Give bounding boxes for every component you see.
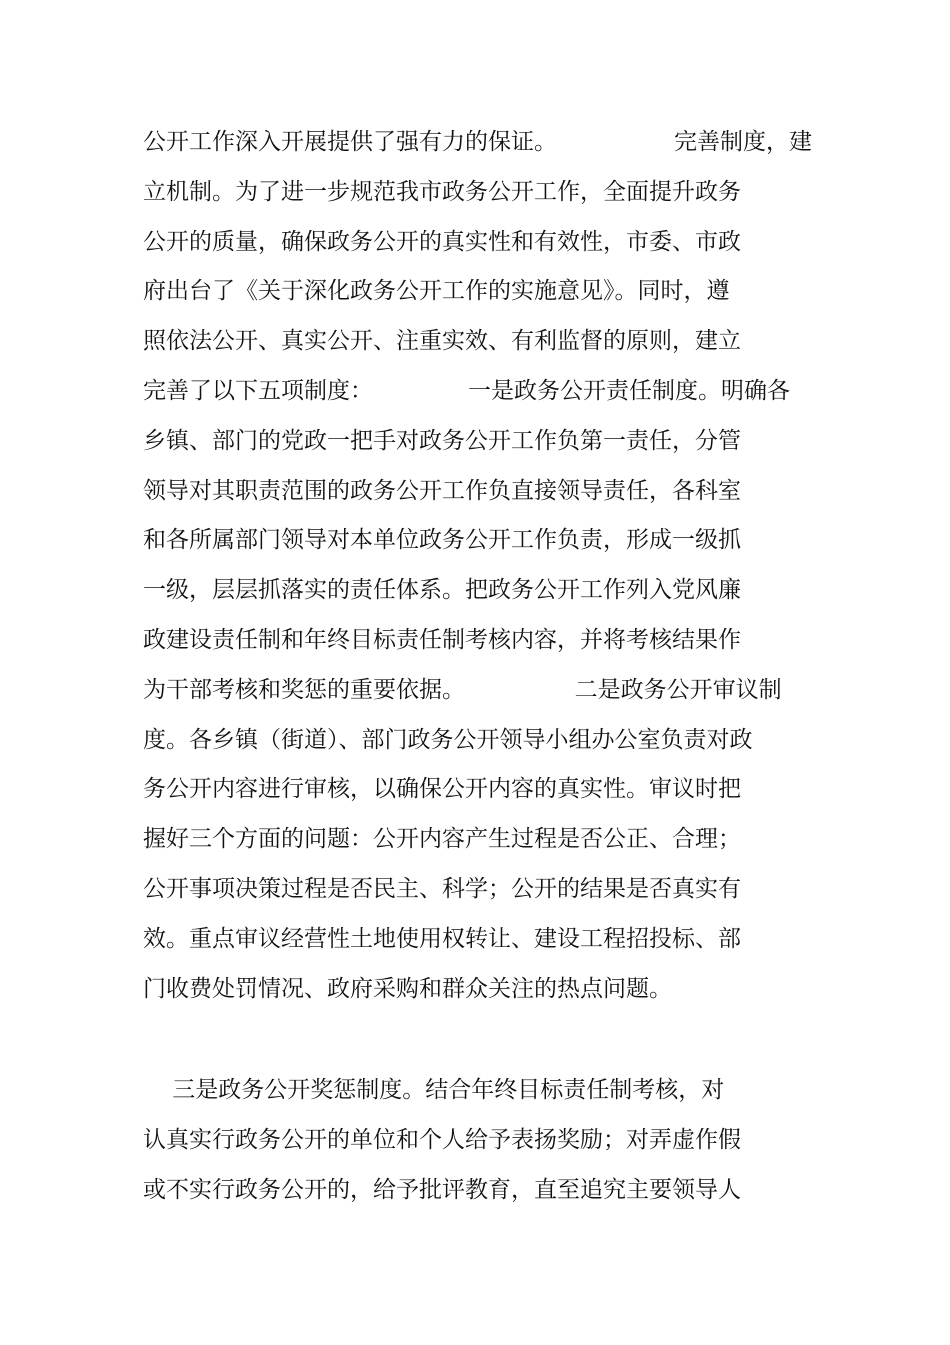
paragraph-1-line-7: 乡镇、部门的党政一把手对政务公开工作负第一责任，分管 xyxy=(143,428,741,454)
paragraph-1-line-3: 公开的质量，确保政务公开的真实性和有效性，市委、市政 xyxy=(143,229,741,255)
paragraph-1-line-16: 公开事项决策过程是否民主、科学；公开的结果是否真实有 xyxy=(143,876,741,902)
paragraph-1-line-4: 府出台了《关于深化政务公开工作的实施意见》。同时，遵 xyxy=(143,278,730,304)
paragraph-1-line-1: 公开工作深入开展提供了强有力的保证。 完善制度，建 xyxy=(143,129,812,155)
paragraph-1-line-15: 握好三个方面的问题：公开内容产生过程是否公正、合理； xyxy=(143,826,741,852)
paragraph-1-line-13: 度。各乡镇（街道）、部门政务公开领导小组办公室负责对政 xyxy=(143,727,753,753)
paragraph-1-line-18: 门收费处罚情况、政府采购和群众关注的热点问题。 xyxy=(143,976,672,1002)
paragraph-1-line-5: 照依法公开、真实公开、注重实效、有利监督的原则，建立 xyxy=(143,328,741,354)
paragraph-2-line-2: 认真实行政务公开的单位和个人给予表扬奖励；对弄虚作假 xyxy=(143,1127,741,1153)
paragraph-1-line-8: 领导对其职责范围的政务公开工作负直接领导责任，各科室 xyxy=(143,478,741,504)
paragraph-1-line-6: 完善了以下五项制度： 一是政务公开责任制度。明确各 xyxy=(143,378,791,404)
paragraph-1-line-10: 一级，层层抓落实的责任体系。把政务公开工作列入党风廉 xyxy=(143,577,741,603)
paragraph-1-line-17: 效。重点审议经营性土地使用权转让、建设工程招投标、部 xyxy=(143,926,741,952)
paragraph-2-line-3: 或不实行政务公开的，给予批评教育，直至追究主要领导人 xyxy=(143,1177,741,1203)
paragraph-1-line-9: 和各所属部门领导对本单位政务公开工作负责，形成一级抓 xyxy=(143,527,741,553)
paragraph-2-line-1: 三是政务公开奖惩制度。结合年终目标责任制考核，对 xyxy=(143,1077,725,1103)
paragraph-1-line-12: 为干部考核和奖惩的重要依据。 二是政务公开审议制 xyxy=(143,677,782,703)
paragraph-1-line-2: 立机制。为了进一步规范我市政务公开工作，全面提升政务 xyxy=(143,179,741,205)
paragraph-1-line-14: 务公开内容进行审核，以确保公开内容的真实性。审议时把 xyxy=(143,776,741,802)
paragraph-1-line-11: 政建设责任制和年终目标责任制考核内容，并将考核结果作 xyxy=(143,627,741,653)
